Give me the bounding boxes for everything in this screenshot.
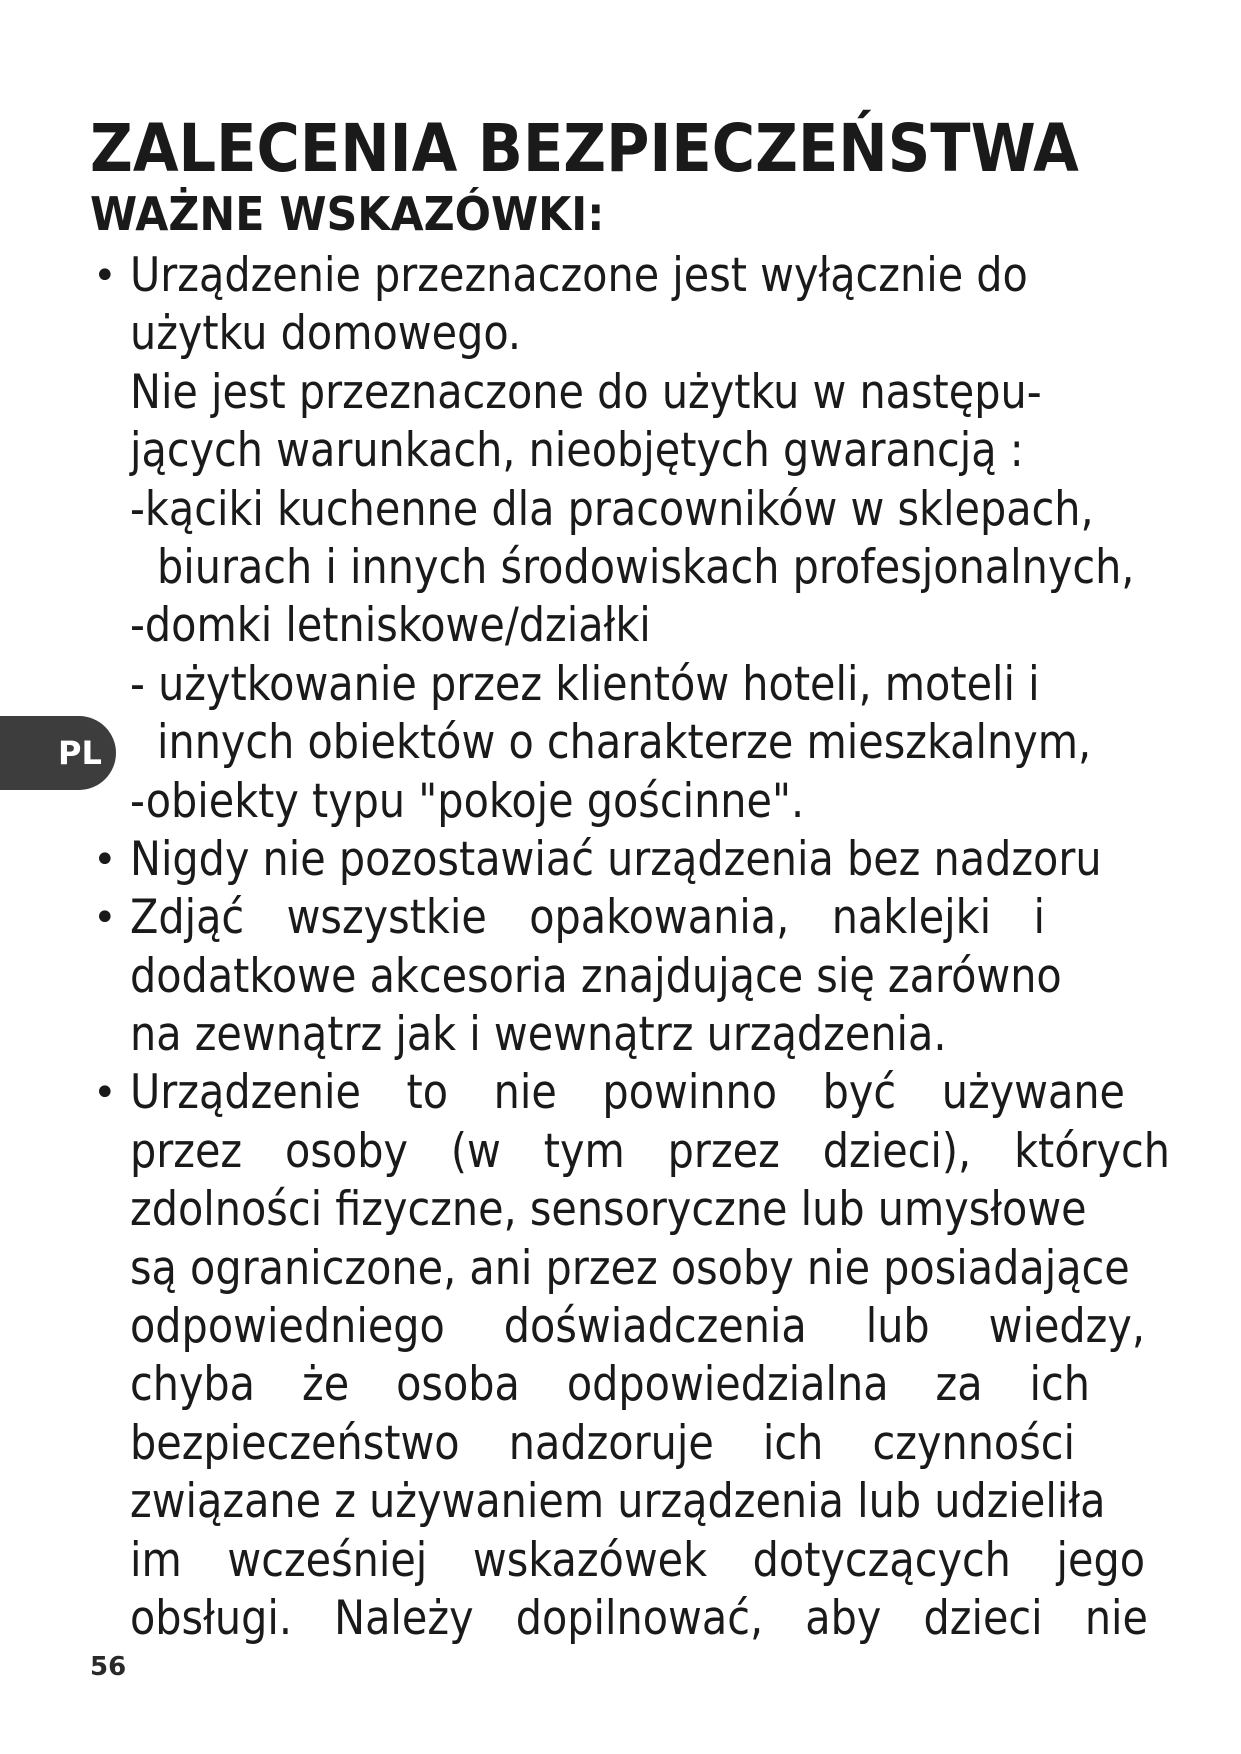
bullet-icon: • bbox=[93, 836, 117, 883]
line-text: dodatkowe akcesoria znajdujące się zarówno bbox=[130, 948, 1062, 1004]
list-item bbox=[0, 889, 1241, 947]
line-text: jących warunkach, nieobjętych gwarancją : bbox=[130, 423, 1024, 479]
line-text: -obiekty typu "pokoje gościnne". bbox=[130, 773, 805, 829]
list-item bbox=[0, 481, 1241, 539]
list-item bbox=[0, 831, 1241, 889]
line-text: bezpieczeństwo nadzoruje ich czynności bbox=[130, 1415, 1075, 1471]
line-text: -domki letniskowe/działki bbox=[130, 598, 651, 654]
list-item bbox=[0, 1532, 1241, 1590]
bullet-icon: • bbox=[93, 1070, 117, 1117]
list-item bbox=[0, 1123, 1241, 1181]
line-text: - użytkowanie przez klientów hoteli, moteli i bbox=[130, 656, 1040, 712]
list-item bbox=[0, 1064, 1241, 1122]
list-item bbox=[0, 422, 1241, 480]
list-item bbox=[0, 1240, 1241, 1298]
list-item bbox=[0, 364, 1241, 422]
language-tab: PL bbox=[0, 716, 116, 790]
bullet-icon: • bbox=[93, 253, 117, 299]
line-text: biurach i innych środowiskach profesjonalnych, bbox=[157, 539, 1135, 595]
section-heading: WAŻNE WSKAZÓWKI: bbox=[90, 187, 605, 241]
line-text: Urządzenie to nie powinno być używane bbox=[130, 1065, 1126, 1121]
list-item bbox=[0, 1415, 1241, 1473]
page-title: ZALECENIA BEZPIECZEŃSTWA bbox=[90, 110, 1079, 187]
line-text: Nie jest przeznaczone do użytku w następu- bbox=[130, 364, 1042, 420]
list-item bbox=[0, 539, 1241, 597]
line-text: odpowiedniego doświadczenia lub wiedzy, bbox=[130, 1299, 1145, 1355]
line-text: na zewnątrz jak i wewnątrz urządzenia. bbox=[130, 1007, 947, 1063]
line-text: Nigdy nie pozostawiać urządzenia bez nadzoru bbox=[130, 831, 1102, 887]
list-item bbox=[0, 1356, 1241, 1414]
line-text: im wcześniej wskazówek dotyczących jego bbox=[130, 1532, 1145, 1588]
page-number: 56 bbox=[90, 1652, 127, 1682]
line-text: chyba że osoba odpowiedzialna za ich bbox=[130, 1357, 1090, 1413]
list-item bbox=[0, 1181, 1241, 1239]
list-item bbox=[0, 1298, 1241, 1356]
line-text: przez osoby (w tym przez dzieci), których bbox=[130, 1123, 1170, 1179]
line-text: zdolności fizyczne, sensoryczne lub umysłowe bbox=[130, 1182, 1087, 1238]
bullet-icon: • bbox=[93, 895, 117, 942]
line-text: Zdjąć wszystkie opakowania, naklejki i bbox=[130, 890, 1046, 946]
list-item bbox=[0, 948, 1241, 1006]
list-item bbox=[0, 1006, 1241, 1064]
line-text: obsługi. Należy dopilnować, aby dzieci nie bbox=[130, 1590, 1148, 1646]
safety-instructions bbox=[0, 247, 1241, 1648]
line-text: Urządzenie przeznaczone jest wyłącznie do bbox=[130, 248, 1028, 303]
list-item bbox=[0, 714, 1241, 772]
list-item bbox=[0, 305, 1241, 363]
list-item bbox=[0, 247, 1241, 305]
list-item bbox=[0, 1473, 1241, 1531]
list-item bbox=[0, 656, 1241, 714]
line-text: związane z używaniem urządzenia lub udzieliła bbox=[130, 1474, 1106, 1530]
line-text: użytku domowego. bbox=[130, 306, 522, 362]
line-text: innych obiektów o charakterze mieszkalnym, bbox=[157, 715, 1092, 771]
list-item bbox=[0, 773, 1241, 831]
line-text: -kąciki kuchenne dla pracowników w sklepach, bbox=[130, 481, 1094, 537]
list-item bbox=[0, 1590, 1241, 1648]
line-text: są ograniczone, ani przez osoby nie posiadające bbox=[130, 1240, 1130, 1296]
list-item bbox=[0, 597, 1241, 655]
